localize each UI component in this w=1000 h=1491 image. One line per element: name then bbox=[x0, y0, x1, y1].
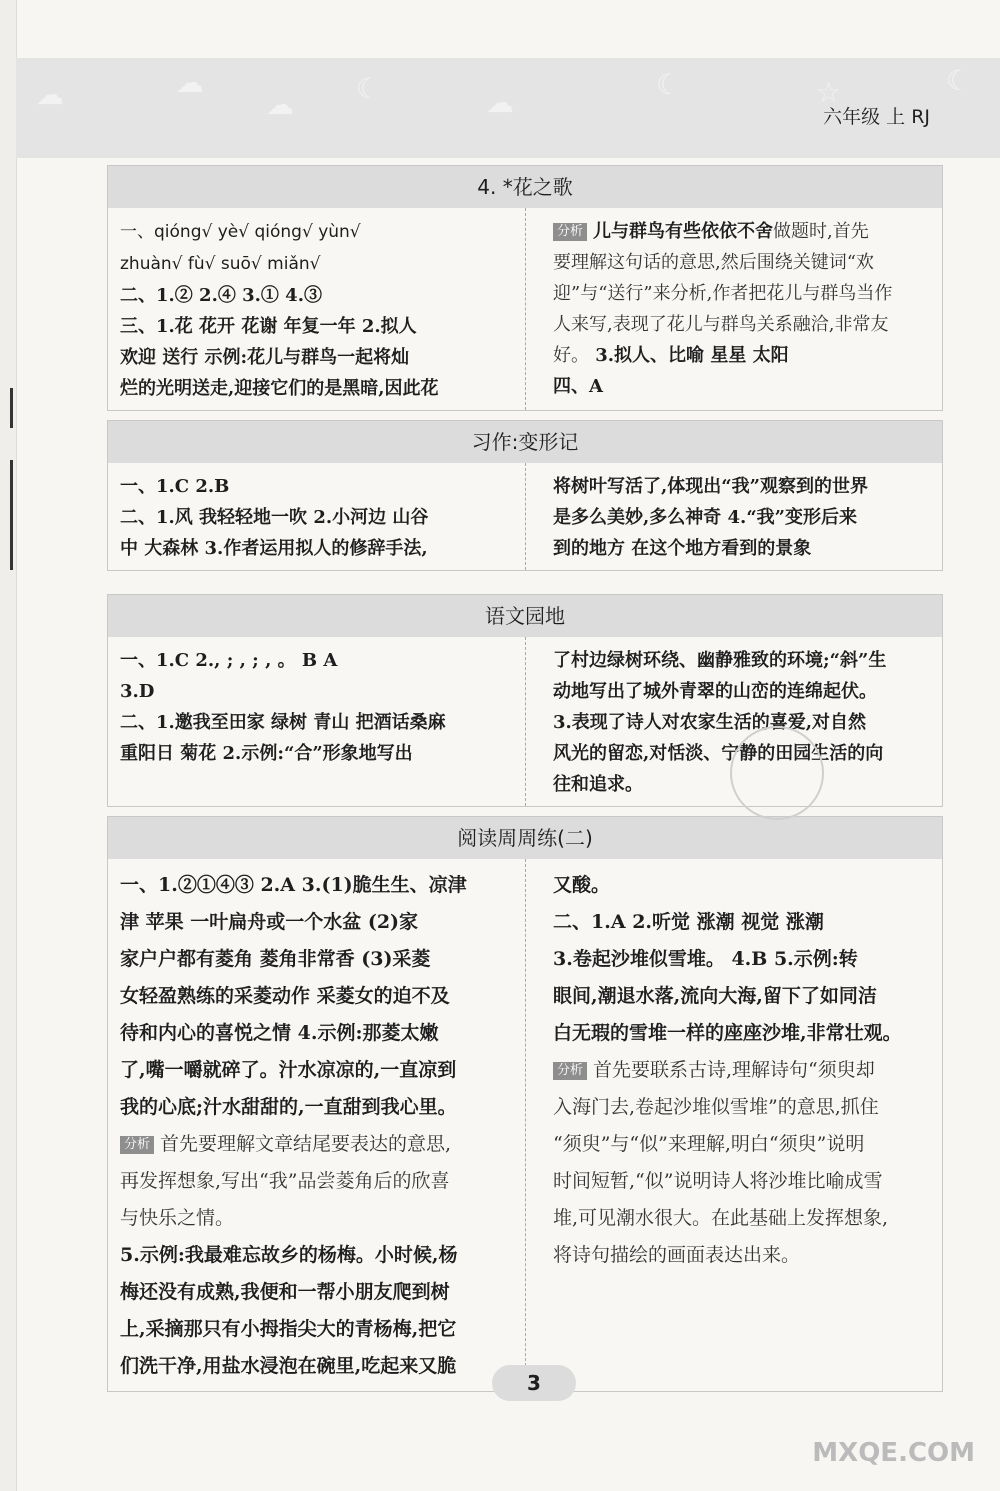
left-column bbox=[108, 859, 525, 1391]
answer-line bbox=[553, 1052, 928, 1089]
analysis-text: 好。 bbox=[553, 345, 589, 366]
column-divider bbox=[525, 637, 526, 806]
answer-line bbox=[553, 502, 928, 533]
stamp-seal bbox=[730, 726, 824, 820]
answer-text: 中 大森林 3.作者运用拟人的修辞手法, bbox=[120, 538, 428, 559]
moon-icon: ☾ bbox=[656, 68, 682, 101]
answer-line bbox=[553, 340, 928, 371]
left-column bbox=[108, 208, 525, 410]
analysis-text: 时间短暂,“似”说明诗人将沙堆比喻成雪 bbox=[553, 1170, 883, 1192]
answer-line bbox=[120, 738, 515, 769]
section-body bbox=[108, 463, 942, 570]
answer-text: 一、1.C 2.B bbox=[120, 476, 230, 497]
answer-text: 我的心底;汁水甜甜的,一直甜到我心里。 bbox=[120, 1096, 457, 1118]
answer-text: 一、1.C 2., ; , ; , 。 B A bbox=[120, 650, 338, 671]
answer-line bbox=[553, 1200, 928, 1237]
grade-label: 六年级 上 RJ bbox=[823, 106, 930, 128]
answer-line bbox=[120, 1126, 515, 1163]
analysis-tag: 分析 bbox=[120, 1136, 154, 1154]
section-body bbox=[108, 859, 942, 1391]
answer-line bbox=[120, 502, 515, 533]
answer-line bbox=[553, 867, 928, 904]
answer-line bbox=[120, 904, 515, 941]
analysis-text: “须臾”与“似”来理解,明白“须臾”说明 bbox=[553, 1133, 865, 1155]
binding-edge bbox=[0, 0, 17, 1491]
answer-line bbox=[120, 1089, 515, 1126]
analysis-text: 迎”与“送行”来分析,作者把花儿与群鸟当作 bbox=[553, 283, 893, 304]
answer-text: 白无瑕的雪堆一样的座座沙堆,非常壮观。 bbox=[553, 1022, 902, 1044]
column-divider bbox=[525, 208, 526, 410]
answer-text: 动地写出了城外青翠的山峦的连绵起伏。 bbox=[553, 681, 877, 702]
watermark: MXQE.COM bbox=[812, 1438, 975, 1468]
answer-line bbox=[553, 1015, 928, 1052]
left-column bbox=[108, 637, 525, 806]
answer-line bbox=[553, 1089, 928, 1126]
answer-line bbox=[120, 280, 515, 311]
answer-text: 将树叶写活了,体现出“我”观察到的世界 bbox=[553, 476, 868, 497]
analysis-text: 做题时,首先 bbox=[773, 221, 869, 242]
answer-line bbox=[553, 247, 928, 278]
cloud-icon: ☁ bbox=[176, 66, 204, 99]
answer-line bbox=[120, 1274, 515, 1311]
answer-text: 3.D bbox=[120, 681, 155, 702]
analysis-text: 将诗句描绘的画面表达出来。 bbox=[553, 1244, 801, 1266]
analysis-tag: 分析 bbox=[553, 1062, 587, 1080]
analysis-text: 人来写,表现了花儿与群鸟关系融洽,非常友 bbox=[553, 314, 889, 335]
answer-line bbox=[553, 471, 928, 502]
analysis-text: 首先要联系古诗,理解诗句“须臾却 bbox=[593, 1059, 875, 1081]
answer-text: 女轻盈熟练的采菱动作 采菱女的迫不及 bbox=[120, 985, 450, 1007]
answer-line bbox=[553, 978, 928, 1015]
cloud-icon: ☁ bbox=[266, 88, 294, 121]
answer-line bbox=[120, 978, 515, 1015]
analysis-text: 与快乐之情。 bbox=[120, 1207, 235, 1229]
column-divider bbox=[525, 463, 526, 570]
answer-text: 一、qióng√ yè√ qióng√ yùn√ bbox=[120, 222, 361, 242]
answer-line bbox=[553, 278, 928, 309]
binding-mark bbox=[10, 460, 13, 570]
answer-line bbox=[120, 1015, 515, 1052]
answer-line bbox=[120, 707, 515, 738]
column-divider bbox=[525, 859, 526, 1391]
answer-text: 3.表现了诗人对农家生活的喜爱,对自然 bbox=[553, 712, 867, 733]
answer-text: 欢迎 送行 示例:花儿与群鸟一起将灿 bbox=[120, 347, 410, 368]
answer-text: 5.示例:我最难忘故乡的杨梅。小时候,杨 bbox=[120, 1244, 458, 1266]
cloud-icon: ☁ bbox=[36, 78, 64, 111]
section-body bbox=[108, 208, 942, 410]
answer-section bbox=[107, 165, 943, 411]
answer-line bbox=[120, 533, 515, 564]
answer-line bbox=[553, 309, 928, 340]
answer-text: 3.卷起沙堆似雪堆。 4.B 5.示例:转 bbox=[553, 948, 858, 970]
answer-text: 二、1.② 2.④ 3.① 4.③ bbox=[120, 285, 322, 306]
answer-line bbox=[120, 645, 515, 676]
answer-line bbox=[120, 342, 515, 373]
answer-text: 二、1.风 我轻轻地一吹 2.小河边 山谷 bbox=[120, 507, 429, 528]
answer-line bbox=[553, 533, 928, 564]
answer-line bbox=[120, 676, 515, 707]
analysis-text: 堆,可见潮水很大。在此基础上发挥想象, bbox=[553, 1207, 889, 1229]
answer-line bbox=[553, 904, 928, 941]
answer-text: 三、1.花 花开 花谢 年复一年 2.拟人 bbox=[120, 316, 417, 337]
answer-line bbox=[553, 1126, 928, 1163]
moon-icon: ☾ bbox=[356, 72, 382, 105]
answer-line bbox=[120, 941, 515, 978]
answer-text: 们洗干净,用盐水浸泡在碗里,吃起来又脆 bbox=[120, 1355, 457, 1377]
moon-icon: ☾ bbox=[946, 64, 972, 97]
answer-line bbox=[120, 1052, 515, 1089]
section-title: 阅读周周练(二) bbox=[108, 816, 942, 859]
analysis-text: 要理解这句话的意思,然后围绕关键词“欢 bbox=[553, 252, 874, 273]
answer-text: 到的地方 在这个地方看到的景象 bbox=[553, 538, 812, 559]
answer-text: 儿与群鸟有些依依不舍 bbox=[593, 221, 774, 242]
binding-mark bbox=[10, 388, 13, 428]
answer-text: 待和内心的喜悦之情 4.示例:那菱太嫩 bbox=[120, 1022, 439, 1044]
answer-line bbox=[553, 1163, 928, 1200]
answer-line bbox=[120, 216, 515, 248]
answer-text: 家户户都有菱角 菱角非常香 (3)采菱 bbox=[120, 948, 431, 970]
star-icon: ☆ bbox=[816, 76, 842, 109]
cloud-icon: ☁ bbox=[486, 86, 514, 119]
answer-text: 二、1.邀我至田家 绿树 青山 把酒话桑麻 bbox=[120, 712, 446, 733]
analysis-text: 入海门去,卷起沙堆似雪堆”的意思,抓住 bbox=[553, 1096, 879, 1118]
answer-section bbox=[107, 420, 943, 571]
answer-text: 3.拟人、比喻 星星 太阳 bbox=[589, 345, 789, 366]
analysis-tag: 分析 bbox=[553, 223, 587, 241]
answer-section bbox=[107, 816, 943, 1392]
answer-text: 四、A bbox=[553, 376, 603, 397]
answer-text: 了村边绿树环绕、幽静雅致的环境;“斜”生 bbox=[553, 650, 887, 671]
answer-text: 烂的光明送走,迎接它们的是黑暗,因此花 bbox=[120, 378, 439, 399]
answer-line bbox=[553, 941, 928, 978]
answer-line bbox=[120, 1237, 515, 1274]
answer-text: 了,嘴一嚼就碎了。汁水凉凉的,一直凉到 bbox=[120, 1059, 457, 1081]
answer-text: 上,采摘那只有小拇指尖大的青杨梅,把它 bbox=[120, 1318, 457, 1340]
answer-line bbox=[120, 1200, 515, 1237]
answer-text: 一、1.②①④③ 2.A 3.(1)脆生生、凉津 bbox=[120, 874, 467, 896]
answer-text: 津 苹果 一叶扁舟或一个水盆 (2)家 bbox=[120, 911, 419, 933]
answer-line bbox=[553, 707, 928, 738]
answer-line bbox=[120, 1311, 515, 1348]
section-title: 习作:变形记 bbox=[108, 420, 942, 463]
answer-line bbox=[553, 1237, 928, 1274]
answer-line bbox=[120, 373, 515, 404]
answer-text: 往和追求。 bbox=[553, 774, 643, 795]
answer-line bbox=[553, 676, 928, 707]
answer-line bbox=[120, 1348, 515, 1385]
answer-text: 梅还没有成熟,我便和一帮小朋友爬到树 bbox=[120, 1281, 450, 1303]
answer-line bbox=[553, 645, 928, 676]
answer-text: 二、1.A 2.听觉 涨潮 视觉 涨潮 bbox=[553, 911, 824, 933]
page-number: 3 bbox=[492, 1365, 576, 1401]
answer-text: 眼间,潮退水落,流向大海,留下了如同洁 bbox=[553, 985, 877, 1007]
answer-text: zhuàn√ fù√ suō√ miǎn√ bbox=[120, 254, 321, 274]
answer-line bbox=[553, 216, 928, 247]
answer-line bbox=[120, 311, 515, 342]
section-title: 4. *花之歌 bbox=[108, 165, 942, 208]
section-title: 语文园地 bbox=[108, 594, 942, 637]
left-column bbox=[108, 463, 525, 570]
analysis-text: 再发挥想象,写出“我”品尝菱角后的欣喜 bbox=[120, 1170, 450, 1192]
answer-line bbox=[120, 471, 515, 502]
analysis-text: 首先要理解文章结尾要表达的意思, bbox=[160, 1133, 452, 1155]
right-column bbox=[525, 208, 942, 410]
answer-line bbox=[553, 371, 928, 402]
answer-text: 风光的留恋,对恬淡、宁静的田园生活的向 bbox=[553, 743, 884, 764]
answer-text: 又酸。 bbox=[553, 874, 611, 896]
right-column bbox=[525, 859, 942, 1391]
right-column bbox=[525, 463, 942, 570]
answer-line bbox=[120, 248, 515, 280]
answer-text: 重阳日 菊花 2.示例:“合”形象地写出 bbox=[120, 743, 413, 764]
answer-line bbox=[120, 1163, 515, 1200]
answer-text: 是多么美妙,多么神奇 4.“我”变形后来 bbox=[553, 507, 858, 528]
answer-line bbox=[120, 867, 515, 904]
